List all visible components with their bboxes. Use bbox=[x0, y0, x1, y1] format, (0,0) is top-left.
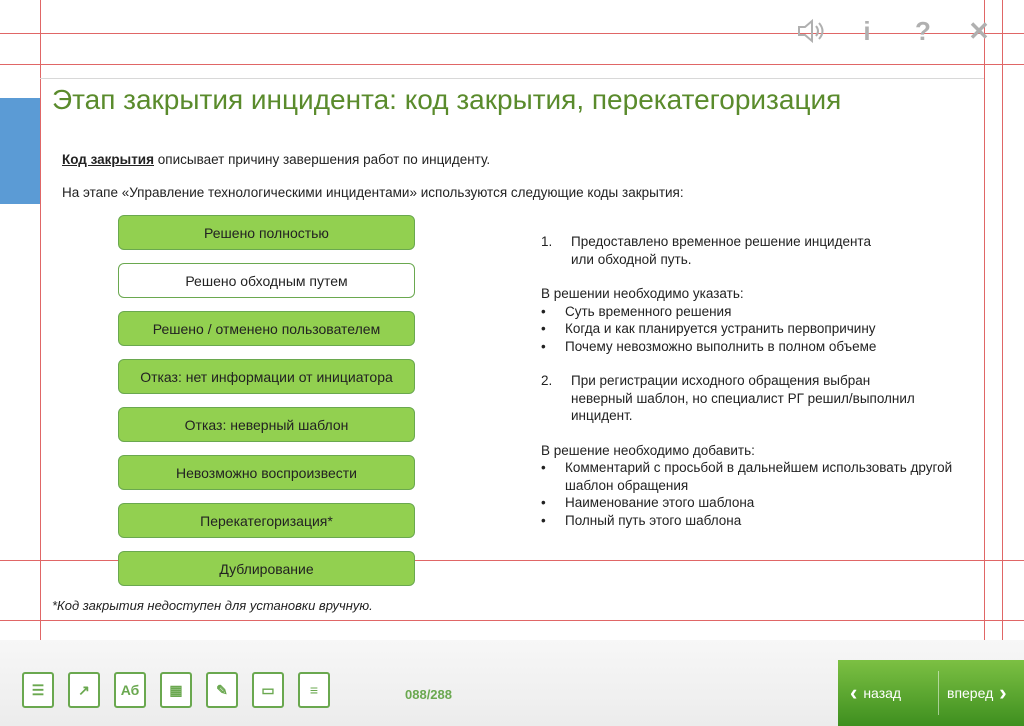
prev-button[interactable] bbox=[838, 680, 930, 706]
glossary-icon[interactable]: Аб bbox=[114, 672, 146, 708]
speaker-icon[interactable] bbox=[796, 16, 826, 46]
intro-rest: описывает причину завершения работ по инциденту. bbox=[154, 152, 491, 167]
bullet: • bbox=[541, 495, 546, 510]
next-button[interactable] bbox=[947, 680, 1007, 706]
closure-codes-list bbox=[118, 215, 415, 599]
footer-tools bbox=[22, 672, 330, 708]
intro-line2: На этапе «Управление технологическими инцидентами» используются следующие коды закрытия: bbox=[62, 185, 684, 200]
item2-line2: неверный шаблон, но специалист РГ решил/выполнил bbox=[571, 390, 915, 406]
intro-text bbox=[62, 152, 490, 167]
bullet: • bbox=[541, 460, 546, 475]
numbered-item-2 bbox=[541, 372, 961, 425]
close-icon[interactable]: ✕ bbox=[968, 15, 990, 46]
bullet: • bbox=[541, 321, 546, 336]
intro-term: Код закрытия bbox=[62, 152, 154, 167]
item2-line3: инцидент. bbox=[571, 408, 633, 423]
help-icon[interactable]: ? bbox=[915, 15, 931, 46]
guide-line bbox=[0, 620, 1024, 621]
item-number: 1. bbox=[541, 234, 553, 249]
next-label: вперед bbox=[947, 685, 994, 701]
numbered-item-1 bbox=[541, 233, 961, 268]
bullet-text: Наименование этого шаблона bbox=[565, 495, 755, 510]
chevron-right-icon: › bbox=[999, 680, 1007, 705]
item-text bbox=[571, 233, 871, 268]
folder-icon[interactable]: ▭ bbox=[252, 672, 284, 708]
code-button-resolved[interactable]: Решено полностью bbox=[118, 215, 415, 250]
comment-icon[interactable]: ≡ bbox=[298, 672, 330, 708]
bullet-text: Суть временного решения bbox=[565, 303, 732, 319]
top-toolbar bbox=[796, 16, 994, 46]
code-button-cancelled[interactable]: Решено / отменено пользователем bbox=[118, 311, 415, 346]
info-icon[interactable]: i bbox=[863, 15, 871, 46]
list-item bbox=[541, 459, 961, 494]
prev-label: назад bbox=[863, 685, 902, 701]
page-title: Этап закрытия инцидента: код закрытия, перекатегоризация bbox=[52, 84, 842, 115]
code-button-recategorization[interactable]: Перекатегоризация* bbox=[118, 503, 415, 538]
item1-line2: или обходной путь. bbox=[571, 251, 692, 267]
bullet-text: Когда и как планируется устранить первопричину bbox=[565, 321, 876, 336]
bullet: • bbox=[541, 338, 546, 354]
bullet-text: Полный путь этого шаблона bbox=[565, 512, 742, 528]
bullet: • bbox=[541, 512, 546, 528]
chart-clipboard-icon[interactable]: ↗ bbox=[68, 672, 100, 708]
explanation-panel bbox=[541, 233, 961, 529]
item-text bbox=[571, 372, 915, 425]
list-item bbox=[541, 338, 961, 356]
footnote: *Код закрытия недоступен для установки вручную. bbox=[52, 598, 373, 613]
code-button-workaround[interactable]: Решено обходным путем bbox=[118, 263, 415, 298]
guide-line bbox=[1002, 0, 1003, 726]
need-heading-2: В решение необходимо добавить: bbox=[541, 442, 755, 458]
item1-line1: Предоставлено временное решение инцидента bbox=[571, 234, 871, 249]
page-counter: 088/288 bbox=[405, 687, 452, 702]
guide-line bbox=[984, 0, 985, 726]
list-item bbox=[541, 494, 961, 512]
chevron-left-icon: ‹ bbox=[850, 680, 858, 705]
list-item bbox=[541, 303, 961, 321]
bullet-text: Почему невозможно выполнить в полном объеме bbox=[565, 338, 877, 354]
notepad-icon[interactable]: ✎ bbox=[206, 672, 238, 708]
list-item bbox=[541, 320, 961, 338]
code-button-duplicate[interactable]: Дублирование bbox=[118, 551, 415, 586]
code-button-wrong-template[interactable]: Отказ: неверный шаблон bbox=[118, 407, 415, 442]
calculator-icon[interactable]: ▦ bbox=[160, 672, 192, 708]
list-icon[interactable]: ☰ bbox=[22, 672, 54, 708]
item-number: 2. bbox=[541, 373, 553, 388]
navigation-panel bbox=[838, 660, 1024, 726]
item2-line1: При регистрации исходного обращения выбран bbox=[571, 373, 871, 388]
bullet: • bbox=[541, 303, 546, 319]
need-heading-1: В решении необходимо указать: bbox=[541, 286, 744, 301]
code-button-no-info[interactable]: Отказ: нет информации от инициатора bbox=[118, 359, 415, 394]
list-item bbox=[541, 512, 961, 530]
code-button-not-reproducible[interactable]: Невозможно воспроизвести bbox=[118, 455, 415, 490]
nav-divider bbox=[938, 671, 939, 715]
blue-accent-tab bbox=[0, 98, 40, 204]
guide-line bbox=[0, 64, 1024, 65]
bullet-text: Комментарий с просьбой в дальнейшем использовать другой шаблон обращения bbox=[565, 460, 953, 493]
